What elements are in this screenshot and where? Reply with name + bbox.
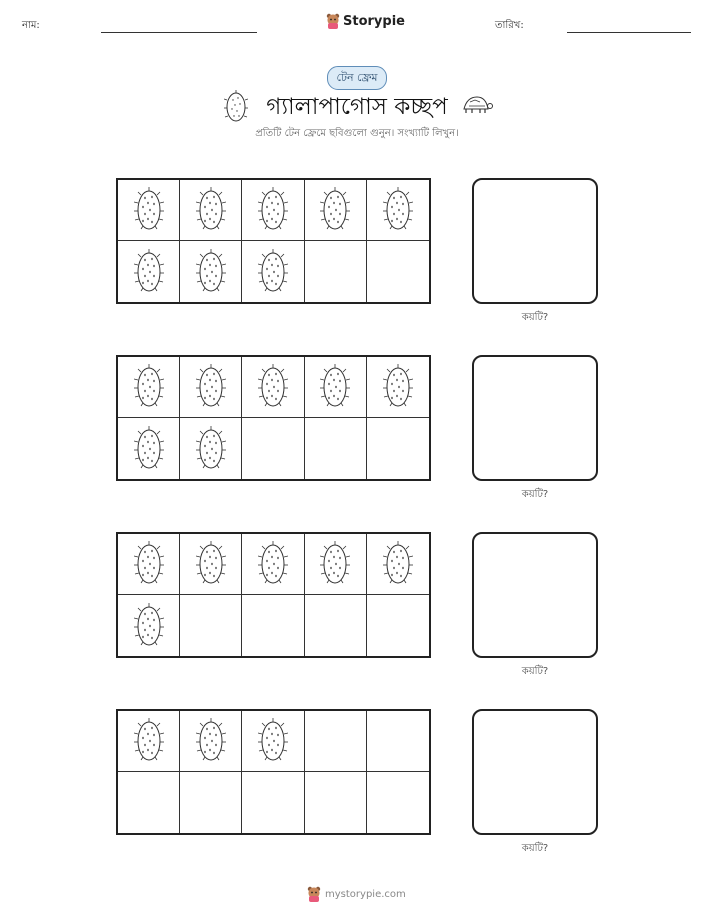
ten-frame-cell [118, 595, 180, 656]
prickly-pear-cactus-icon [196, 424, 226, 474]
prickly-pear-cactus-icon [383, 185, 413, 235]
name-label: নাম: [22, 20, 40, 31]
ten-frame-cell [180, 357, 242, 418]
ten-frame-cell [242, 241, 304, 302]
prickly-pear-cactus-icon [320, 185, 350, 235]
ten-frame [116, 532, 431, 658]
ten-frame-cell [242, 534, 304, 595]
answer-box[interactable] [472, 709, 598, 835]
ten-frame [116, 355, 431, 481]
ten-frame-cell [118, 357, 180, 418]
ten-frame-cell [180, 772, 242, 833]
prickly-pear-cactus-icon [258, 247, 288, 297]
ten-frame-cell [367, 357, 429, 418]
ten-frame-cell [180, 595, 242, 656]
ten-frame-cell [305, 241, 367, 302]
ten-frame-cell [180, 711, 242, 772]
ten-frame-cell [305, 357, 367, 418]
prickly-pear-cactus-icon [196, 185, 226, 235]
prickly-pear-cactus-icon [196, 716, 226, 766]
footer-url: mystorypie.com [325, 888, 406, 900]
ten-frame-cell [367, 418, 429, 479]
ten-frame-cell [118, 711, 180, 772]
prickly-pear-cactus-icon [134, 247, 164, 297]
prickly-pear-cactus-icon [134, 185, 164, 235]
ten-frame-cell [367, 241, 429, 302]
answer-prompt: কয়টি? [521, 489, 549, 500]
ten-frame-cell [118, 418, 180, 479]
date-field-line[interactable] [567, 32, 691, 33]
prickly-pear-cactus-icon [320, 362, 350, 412]
answer-box[interactable] [472, 532, 598, 658]
ten-frame-cell [367, 534, 429, 595]
answer-box[interactable] [472, 355, 598, 481]
ten-frame-cell [305, 595, 367, 656]
ten-frame-cell [305, 711, 367, 772]
ten-frame-cell [305, 180, 367, 241]
ten-frame-cell [305, 418, 367, 479]
ten-frame-cell [242, 180, 304, 241]
prickly-pear-cactus-icon [134, 539, 164, 589]
brand-logo [326, 13, 405, 29]
ten-frame-cell [180, 534, 242, 595]
ten-frame-cell [118, 241, 180, 302]
worksheet-type-badge: টেন ফ্রেম [327, 66, 387, 90]
ten-frame-cell [118, 772, 180, 833]
prickly-pear-cactus-icon [196, 539, 226, 589]
prickly-pear-cactus-icon [134, 716, 164, 766]
ten-frame-cell [305, 534, 367, 595]
bear-mascot-icon [326, 13, 340, 29]
bear-mascot-icon [307, 886, 321, 902]
ten-frame-cell [180, 241, 242, 302]
ten-frame-cell [180, 418, 242, 479]
prickly-pear-cactus-icon [258, 185, 288, 235]
tortoise-icon [461, 94, 493, 116]
ten-frame-cell [242, 595, 304, 656]
footer [307, 886, 406, 902]
answer-prompt: কয়টি? [521, 312, 549, 323]
ten-frame-cell [367, 180, 429, 241]
ten-frame-cell [367, 595, 429, 656]
ten-frame-cell [242, 357, 304, 418]
prickly-pear-cactus-icon [134, 424, 164, 474]
prickly-pear-cactus-icon [383, 539, 413, 589]
ten-frame [116, 709, 431, 835]
ten-frame-cell [242, 772, 304, 833]
prickly-pear-cactus-icon [134, 601, 164, 651]
prickly-pear-cactus-icon [258, 362, 288, 412]
ten-frame-cell [367, 711, 429, 772]
ten-frame-cell [367, 772, 429, 833]
prickly-pear-cactus-icon [258, 716, 288, 766]
answer-prompt: কয়টি? [521, 843, 549, 854]
brand-name: Storypie [343, 13, 405, 29]
ten-frame-cell [242, 418, 304, 479]
date-label: তারিখ: [495, 20, 524, 31]
name-field-line[interactable] [101, 32, 257, 33]
prickly-pear-cactus-icon [196, 247, 226, 297]
prickly-pear-cactus-icon [258, 539, 288, 589]
prickly-pear-cactus-icon [320, 539, 350, 589]
prickly-pear-cactus-icon [383, 362, 413, 412]
prickly-pear-cactus-icon [134, 362, 164, 412]
ten-frame-cell [305, 772, 367, 833]
worksheet-instructions: প্রতিটি টেন ফ্রেমে ছবিগুলো গুনুন। সংখ্যাটি লিখুন। [255, 128, 459, 139]
answer-box[interactable] [472, 178, 598, 304]
ten-frame [116, 178, 431, 304]
ten-frame-cell [118, 534, 180, 595]
ten-frame-cell [118, 180, 180, 241]
answer-prompt: কয়টি? [521, 666, 549, 677]
worksheet-title: গ্যালাপাগোস কচ্ছপ [266, 94, 448, 120]
prickly-pear-cactus-icon [196, 362, 226, 412]
ten-frame-cell [242, 711, 304, 772]
ten-frame-cell [180, 180, 242, 241]
